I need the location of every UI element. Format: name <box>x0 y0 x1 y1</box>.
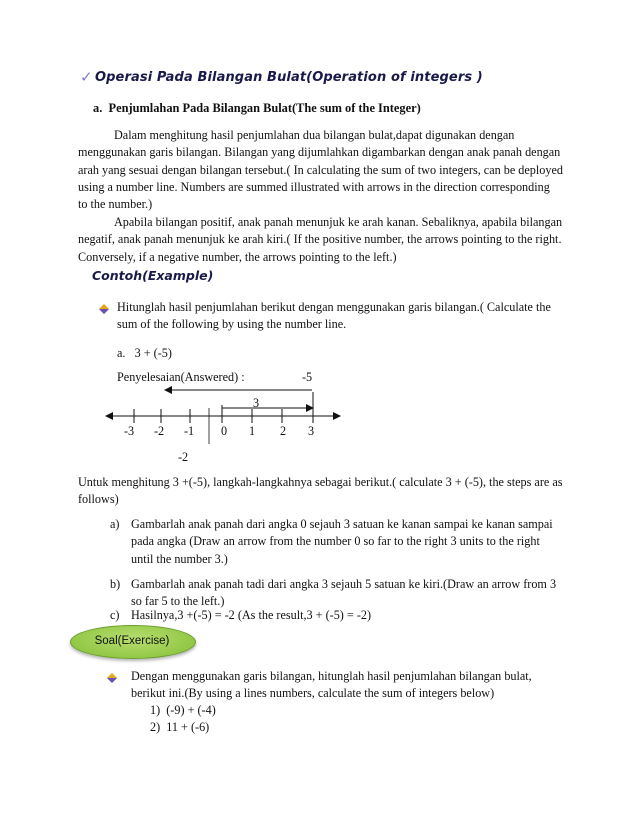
paragraph-line: follows) <box>78 492 119 507</box>
paragraph-line: menggunakan garis bilangan. Bilangan yang dijumlahkan digambarkan dengan anak panah dengan <box>78 145 561 160</box>
step-line: Hasilnya,3 +(-5) = -2 (As the result,3 + (-5) = -2) <box>131 608 372 622</box>
exercise-line: berikut ini.(By using a lines numbers, calculate the sum of integers below) <box>131 686 495 701</box>
paragraph-line: using a number line. Numbers are summed illustrated with arrows in the direction corresponding <box>78 179 550 194</box>
problem-marker: a. <box>117 346 126 360</box>
paragraph-line: to the number.) <box>78 197 153 212</box>
step-line: Gambarlah anak panah dari angka 0 sejauh 3 satuan ke kanan sampai ke kanan sampai <box>131 517 553 531</box>
step-line: pada angka (Draw an arrow from the number 0 so far to the right 3 units to the right <box>131 534 540 549</box>
tick-label: -3 <box>124 424 135 438</box>
result-label: -2 <box>178 450 189 464</box>
section-heading-text: Penjumlahan Pada Bilangan Bulat(The sum of the Integer) <box>108 101 421 115</box>
paragraph-line: Apabila bilangan positif, anak panah menunjuk ke arah kanan. Sebaliknya, apabila bilangan <box>114 215 563 229</box>
step-b <box>110 576 570 611</box>
steps-intro <box>78 474 566 509</box>
arrow-label-minus5: -5 <box>302 370 313 384</box>
step-line: Gambarlah anak panah tadi dari angka 3 sejauh 5 satuan ke kiri.(Draw an arrow from 3 <box>131 577 557 591</box>
exercise-item-2 <box>150 719 209 736</box>
step-marker: b) <box>110 577 121 591</box>
tick-label: 2 <box>280 424 287 438</box>
step-a <box>110 516 570 568</box>
diamond-bullet-icon <box>106 672 118 684</box>
instruction-line: sum of the following by using the number line. <box>117 317 347 332</box>
tick-label: 0 <box>221 424 228 438</box>
answered-label: Penyelesaian(Answered) : <box>117 370 245 384</box>
tick-label: 3 <box>308 424 315 438</box>
page-title: Operasi Pada Bilangan Bulat(Operation of integers ) <box>95 70 483 85</box>
paragraph-line: Untuk menghitung 3 +(-5), langkah-langkahnya sebagai berikut.( calculate 3 + (-5), the steps are as <box>78 475 563 489</box>
item-expression: (-9) + (-4) <box>166 703 216 717</box>
paragraph-line: Dalam menghitung hasil penjumlahan dua bilangan bulat,dapat digunakan dengan <box>114 128 515 142</box>
step-marker: c) <box>110 608 120 622</box>
tick-label: -1 <box>184 424 195 438</box>
checkmark-bullet-icon: ✓ <box>80 68 93 86</box>
exercise-instruction <box>131 668 567 703</box>
instruction-line: Hitunglah hasil penjumlahan berikut dengan menggunakan garis bilangan.( Calculate the <box>117 300 551 314</box>
step-line: until the number 3.) <box>131 551 228 566</box>
paragraph-line: Conversely, if a negative number, the arrows pointing to the left.) <box>78 249 397 264</box>
tick-label: -2 <box>154 424 165 438</box>
arrow-label-3: 3 <box>253 396 260 410</box>
item-marker: 2) <box>150 720 161 734</box>
exercise-line: Dengan menggunakan garis bilangan, hitunglah hasil penjumlahan bilangan bulat, <box>131 669 532 683</box>
paragraph-line: arah yang sesuai dengan bilangan tersebut.( In calculating the sum of two integers, can be deployed <box>78 162 563 177</box>
step-c <box>110 607 570 624</box>
step-line: so far 5 to the left.) <box>131 594 225 609</box>
example-heading: Contoh(Example) <box>92 268 214 283</box>
tick-label: 1 <box>249 424 256 438</box>
step-marker: a) <box>110 517 120 531</box>
section-marker: a. <box>93 101 103 115</box>
problem-expression: 3 + (-5) <box>134 346 172 360</box>
exercise-item-1 <box>150 702 216 719</box>
item-marker: 1) <box>150 703 161 717</box>
exercise-label: Soal(Exercise) <box>94 635 170 647</box>
paragraph-line: negatif, anak panah menunjuk ke arah kiri.( If the positive number, the arrows pointing to the right. <box>78 232 562 247</box>
item-expression: 11 + (-6) <box>166 720 210 734</box>
